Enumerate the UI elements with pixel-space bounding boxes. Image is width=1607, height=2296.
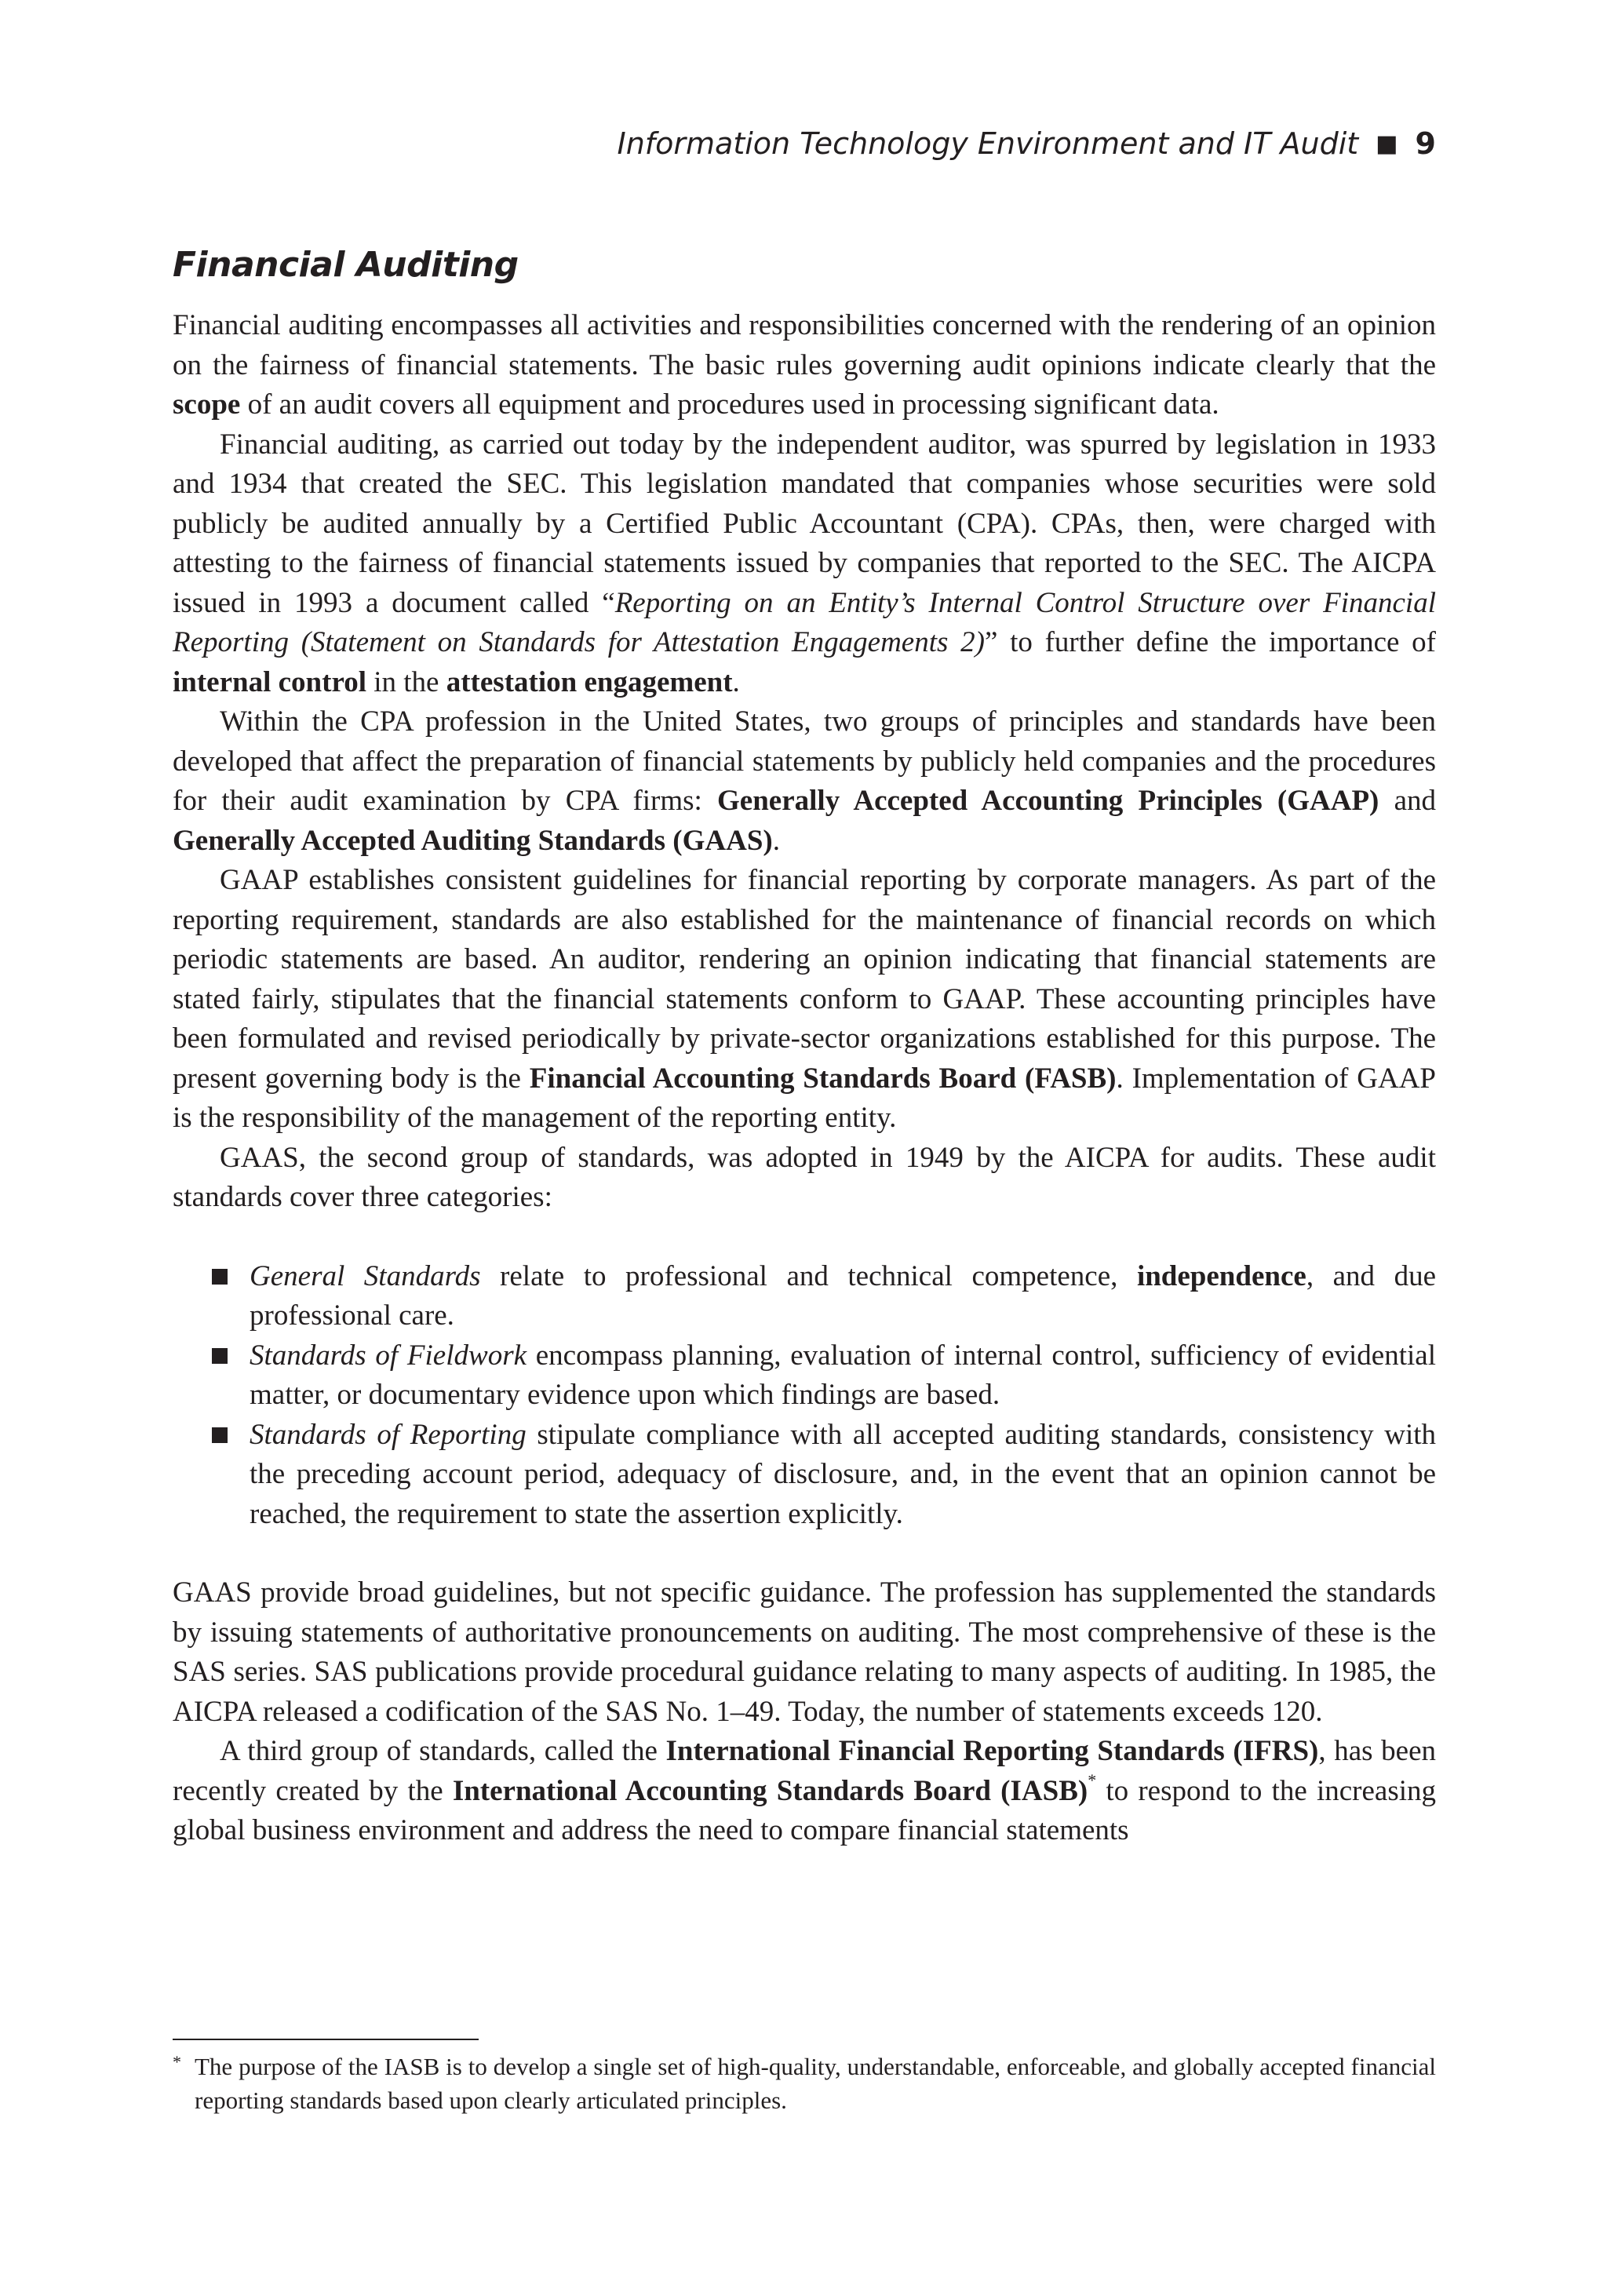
footnote-divider [173, 2039, 479, 2040]
paragraph-text: ” to further define the importance of [984, 626, 1437, 658]
list-item [173, 1336, 1436, 1416]
list-item-text: , and due professional care. [250, 1259, 1436, 1332]
document-title-citation: Reporting on an Entity’s Internal Control Structure over Financial Reporting (Statement on Standards for Attestation Engagements 2) [173, 586, 1436, 658]
paragraph-text: Financial auditing, as carried out today by the independent auditor, was spurred by legislation in 1933 and 1934 that created the SEC. This legislation mandated that companies whose securities were sold publicly be audited annually by a Certified Public Accountant (CPA). CPAs, then, were charged with attesting to the fairness of financial statements issued by companies that reported to the SEC. The AICPA issued in 1993 a document called “ [173, 428, 1436, 619]
paragraph-text: , has been recently created by the [173, 1735, 1436, 1807]
paragraph [173, 861, 1436, 1139]
running-head-title: Information Technology Environment and IT Audit [617, 126, 1359, 161]
footnote-mark: * [173, 2052, 181, 2072]
section-title: Financial Auditing [173, 245, 519, 285]
footnote-reference[interactable]: * [1088, 1770, 1097, 1791]
list-item-text: relate to professional and technical competence, [480, 1259, 1137, 1292]
paragraph-text: to respond to the increasing global business environment and address the need to compare financial statements [173, 1774, 1437, 1846]
page-number: 9 [1415, 126, 1436, 161]
paragraph-text: A third group of standards, called the [220, 1735, 666, 1767]
bullet-list [173, 1257, 1436, 1535]
running-head [617, 124, 1436, 166]
square-bullet-icon [212, 1427, 228, 1443]
glossary-term: Generally Accepted Accounting Principles (GAAP) [717, 785, 1379, 817]
list-item-term: Standards of Reporting [250, 1418, 527, 1451]
square-bullet-icon [212, 1348, 228, 1364]
paragraph [173, 425, 1436, 703]
paragraph-text: in the [366, 665, 446, 698]
list-item-text: encompass planning, evaluation of internal control, sufficiency of evidential matter, or documentary evidence upon which findings are based. [250, 1339, 1436, 1411]
paragraph [173, 306, 1436, 425]
paragraph-text: Within the CPA profession in the United States, two groups of principles and standards have been developed that affect the preparation of financial statements by publicly held companies and the procedures for their audit examination by CPA firms: [173, 705, 1436, 817]
paragraph [173, 1573, 1436, 1732]
paragraph-text: Financial auditing encompasses all activities and responsibilities concerned with the rendering of an opinion on the fairness of financial statements. The basic rules governing audit opinions indicate clearly that the [173, 309, 1436, 381]
body-text [173, 306, 1436, 1851]
paragraph [173, 1139, 1436, 1218]
list-item-text: stipulate compliance with all accepted auditing standards, consistency with the preceding account period, adequacy of disclosure, and, in the event that an opinion cannot be reached, the requirement to state the assertion explicitly. [250, 1418, 1436, 1530]
list-item-term: General Standards [250, 1259, 481, 1292]
footnote [173, 2050, 1436, 2117]
glossary-term: scope [173, 388, 241, 421]
paragraph-text: of an audit covers all equipment and procedures used in processing significant data. [240, 388, 1219, 421]
glossary-term: International Financial Reporting Standards (IFRS) [665, 1735, 1319, 1767]
list-item [173, 1416, 1436, 1535]
paragraph-text: GAAP establishes consistent guidelines for financial reporting by corporate managers. As part of the reporting requirement, standards are also established for the maintenance of financial records on which periodic statements are based. An auditor, rendering an opinion indicating that financial statements are stated fairly, stipulates that the financial statements conform to GAAP. These accounting principles have been formulated and revised periodically by private-sector organizations established for this purpose. The present governing body is the [173, 864, 1436, 1095]
paragraph-text: and [1379, 785, 1436, 817]
glossary-term: Generally Accepted Auditing Standards (GAAS) [173, 824, 773, 857]
square-bullet-icon [212, 1269, 228, 1285]
paragraph-text: . [772, 824, 780, 857]
paragraph-text: GAAS, the second group of standards, was adopted in 1949 by the AICPA for audits. These audit standards cover three categories: [173, 1141, 1436, 1213]
running-head-separator-icon: ■ [1376, 130, 1398, 158]
paragraph-text: . Implementation of GAAP is the responsibility of the management of the reporting entity. [173, 1062, 1437, 1134]
glossary-term: independence [1136, 1259, 1306, 1292]
glossary-term: internal control [173, 665, 366, 698]
glossary-term: attestation engagement [446, 665, 733, 698]
list-item-term: Standards of Fieldwork [250, 1339, 527, 1372]
paragraph [173, 702, 1436, 861]
list-item [173, 1257, 1436, 1336]
glossary-term: Financial Accounting Standards Board (FASB) [529, 1062, 1117, 1095]
paragraph [173, 1732, 1436, 1851]
glossary-term: International Accounting Standards Board (IASB) [452, 1774, 1088, 1807]
paragraph-text: . [732, 665, 740, 698]
footnote-text: The purpose of the IASB is to develop a single set of high-quality, understandable, enforceable, and globally accepted financial reporting standards based upon clearly articulated principles. [195, 2053, 1436, 2114]
paragraph-text: GAAS provide broad guidelines, but not specific guidance. The profession has supplemented the standards by issuing statements of authoritative pronouncements on auditing. The most comprehensive of these is the SAS series. SAS publications provide procedural guidance relating to many aspects of auditing. In 1985, the AICPA released a codification of the SAS No. 1–49. Today, the number of statements exceeds 120. [173, 1576, 1436, 1728]
